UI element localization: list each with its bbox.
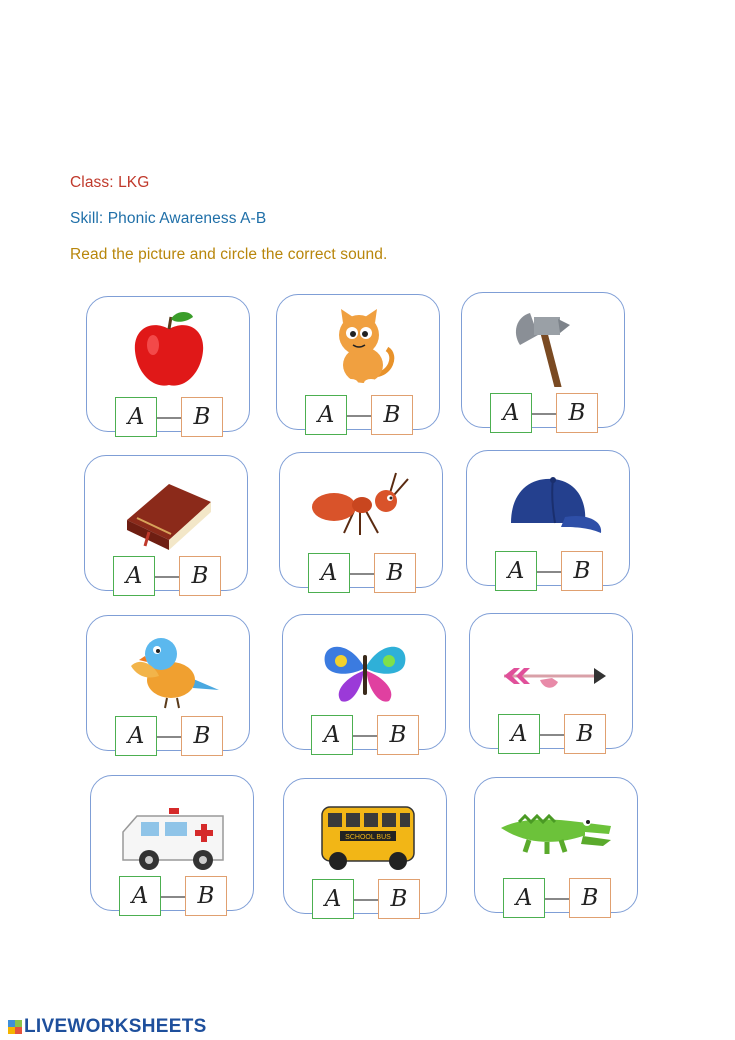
card-cap: [466, 450, 630, 586]
answer-choices: [498, 714, 608, 758]
option-b-button[interactable]: B: [556, 393, 598, 433]
option-b-button[interactable]: B: [179, 556, 221, 596]
card-axe: [461, 292, 625, 428]
connector-line: [157, 417, 183, 419]
axe-icon: [486, 303, 602, 387]
card-apple: [86, 296, 250, 432]
answer-choices: [495, 551, 605, 595]
connector-line: [532, 413, 558, 415]
option-a-button[interactable]: A: [490, 393, 532, 433]
connector-line: [155, 576, 181, 578]
answer-choices: [115, 397, 225, 441]
connector-line: [347, 415, 373, 417]
ant-icon: [304, 463, 420, 547]
card-book: [84, 455, 248, 591]
option-b-button[interactable]: B: [569, 878, 611, 918]
connector-line: [350, 573, 376, 575]
answer-choices: [312, 879, 422, 923]
connector-line: [353, 735, 379, 737]
option-b-button[interactable]: B: [374, 553, 416, 593]
option-a-button[interactable]: A: [498, 714, 540, 754]
card-bus: [283, 778, 447, 914]
class-label: Class: LKG: [70, 174, 150, 191]
option-a-button[interactable]: A: [308, 553, 350, 593]
answer-choices: [308, 553, 418, 597]
bus-sign-text: SCHOOL BUS: [345, 834, 391, 841]
connector-line: [537, 571, 563, 573]
answer-choices: [503, 878, 613, 922]
liveworksheets-logo: [8, 1014, 207, 1040]
option-b-button[interactable]: B: [181, 397, 223, 437]
option-a-button[interactable]: A: [495, 551, 537, 591]
ambulance-icon: [115, 786, 231, 870]
option-b-button[interactable]: B: [181, 716, 223, 756]
card-ambulance: [90, 775, 254, 911]
card-bird: [86, 615, 250, 751]
arrow-icon: [494, 624, 610, 708]
connector-line: [354, 899, 380, 901]
connector-line: [540, 734, 566, 736]
answer-choices: [115, 716, 225, 760]
connector-line: [157, 736, 183, 738]
option-b-button[interactable]: B: [371, 395, 413, 435]
option-b-button[interactable]: B: [377, 715, 419, 755]
card-ant: [279, 452, 443, 588]
option-a-button[interactable]: A: [115, 397, 157, 437]
answer-choices: [305, 395, 415, 439]
bus-icon: [308, 789, 424, 873]
connector-line: [545, 898, 571, 900]
alligator-icon: [499, 788, 615, 872]
butterfly-icon: [307, 625, 423, 709]
option-a-button[interactable]: A: [119, 876, 161, 916]
option-a-button[interactable]: A: [305, 395, 347, 435]
answer-choices: [490, 393, 600, 437]
option-b-button[interactable]: B: [378, 879, 420, 919]
option-b-button[interactable]: B: [564, 714, 606, 754]
option-b-button[interactable]: B: [185, 876, 227, 916]
card-cat: [276, 294, 440, 430]
option-a-button[interactable]: A: [312, 879, 354, 919]
option-a-button[interactable]: A: [115, 716, 157, 756]
connector-line: [161, 896, 187, 898]
apple-icon: [111, 307, 227, 391]
answer-choices: [113, 556, 223, 600]
option-b-button[interactable]: B: [561, 551, 603, 591]
answer-choices: [119, 876, 229, 920]
answer-choices: [311, 715, 421, 759]
skill-label: Skill: Phonic Awareness A-B: [70, 210, 267, 227]
bird-icon: [111, 626, 227, 710]
book-icon: [109, 466, 225, 550]
cat-icon: [301, 305, 417, 389]
card-butterfly: [282, 614, 446, 750]
logo-badge-icon: [8, 1020, 22, 1034]
option-a-button[interactable]: A: [113, 556, 155, 596]
instruction-text: Read the picture and circle the correct sound.: [70, 246, 388, 263]
card-alligator: [474, 777, 638, 913]
card-arrow: [469, 613, 633, 749]
option-a-button[interactable]: A: [503, 878, 545, 918]
cap-icon: [491, 461, 607, 545]
option-a-button[interactable]: A: [311, 715, 353, 755]
logo-text: LIVEWORKSHEETS: [24, 1016, 207, 1037]
